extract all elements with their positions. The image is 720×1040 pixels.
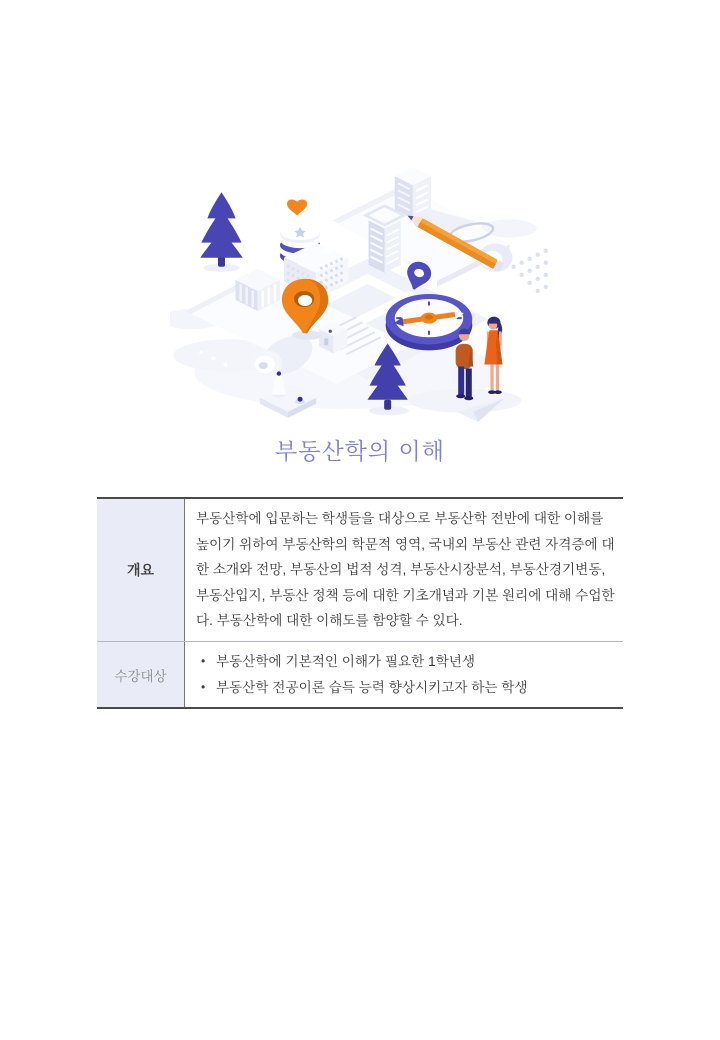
pine-tree-icon (200, 192, 242, 272)
heart-icon (287, 199, 307, 215)
table-row-overview (97, 499, 623, 641)
course-illustration (170, 158, 555, 440)
page-title: 부동산학의 이해 (275, 438, 445, 464)
audience-item: • 부동산학에 기본적인 이해가 필요한 1학년생 (196, 649, 616, 675)
building-icon-tower (363, 204, 407, 272)
table-row-audience (97, 641, 623, 707)
audience-list-cell (185, 642, 623, 707)
audience-list (196, 649, 616, 700)
audience-item: • 부동산학 전공이론 습득 능력 향상시키고자 하는 학생 (196, 675, 616, 701)
course-info-table (97, 497, 623, 709)
row-label-audience: 수강대상 (97, 642, 185, 707)
compass-icon (386, 294, 473, 350)
overview-text: 부동산학에 입문하는 학생들을 대상으로 부동산학 전반에 대한 이해를 높이기 위하여 부동산학의 학문적 영역, 국내외 부동산 관련 자격증에 대한 소개와 전망, 부동산의 법적 성격, 부동산시장분석, 부동산경기변동, 부동산입지, 부동산 정책 등에 대한 기초개념과 기본 원리에 대해 수업한다. 부동산학에 대한 이해도를 함양할 수 있다. (196, 511, 615, 629)
dot-pattern (511, 248, 548, 293)
row-label-overview: 개요 (97, 499, 185, 641)
